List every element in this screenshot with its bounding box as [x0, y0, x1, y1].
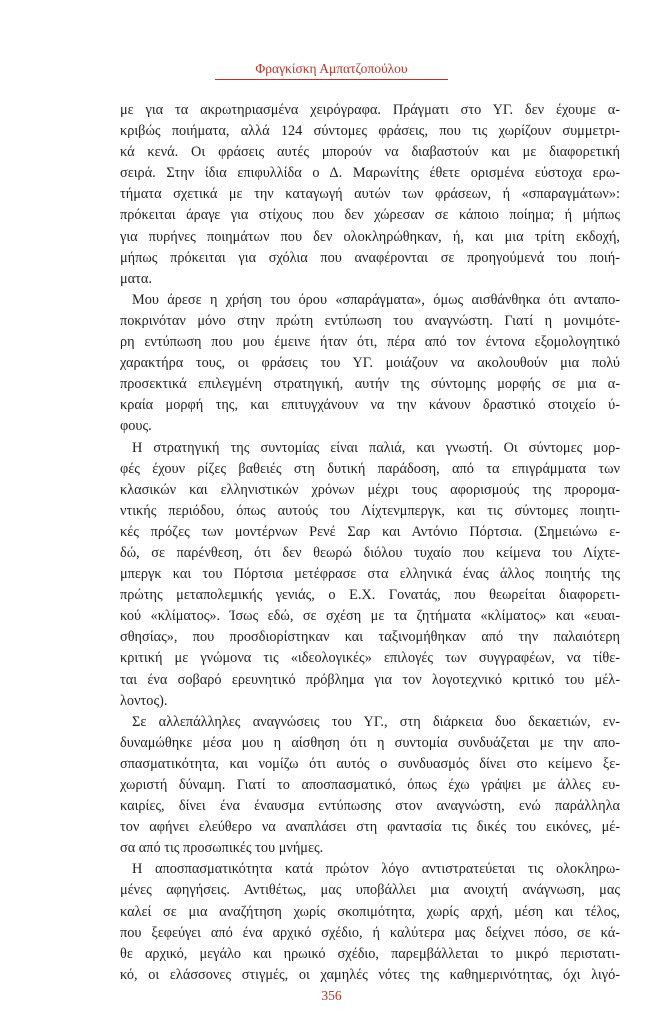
- text-line: τον αφήνει ελεύθερο να αναπλάσει στη φαντασία τις δικές του εικόνες, μέ-: [120, 819, 620, 836]
- text-line: χαρακτήρα τους, οι φράσεις του ΥΓ. μοιάζουν να ακολουθούν μια πολύ: [120, 355, 620, 372]
- header-author-name: Φραγκίσκη Αμπατζοπούλου: [215, 61, 447, 80]
- text-line: ται ένα σοβαρό ερευνητικό πρόβλημα για τον λογοτεχνικό κριτικό του μέλ-: [120, 671, 620, 688]
- text-line: φους.: [120, 418, 152, 435]
- text-line: σειρά. Στην ίδια επιφυλλίδα ο Δ. Μαρωνίτης έθετε ορισμένα εύστοχα ερω-: [120, 165, 620, 182]
- text-line: Η στρατηγική της συντομίας είναι παλιά, και γνωστή. Οι σύντομες μορ-: [132, 439, 620, 456]
- text-line: πρώτης μεταπολεμικής γενιάς, ο Ε.Χ. Γονατάς, που θεωρείται διαφορετι-: [120, 587, 620, 604]
- text-line: δυναμώθηκε μέσα μου η αίσθηση ότι η συντομία συνδυάζεται με την απο-: [120, 734, 620, 751]
- text-line: κριβώς ποιήματα, αλλά 124 σύντομες φράσεις, που τις χωρίζουν συμμετρι-: [120, 123, 620, 140]
- text-line: σα από τις προσωπικές του μνήμες.: [120, 840, 324, 857]
- paragraph: [120, 859, 620, 986]
- text-line: θε αρχικό, μεγάλο και ηρωικό σχέδιο, παρεμβάλλεται το μικρό περιστατι-: [120, 945, 620, 962]
- text-line: Η αποσπασματικότητα κατά πρώτον λόγο αντιστρατεύεται τις ολοκληρω-: [132, 861, 620, 878]
- text-line: κού «κλίματος». Ίσως εδώ, σε σχέση με τα ζητήματα «κλίματος» και «ευαι-: [120, 608, 620, 625]
- paragraph: [120, 290, 620, 438]
- text-line: κές πρόζες των μοντέρνων Ρενέ Σαρ και Αντόνιο Πόρτσια. (Σημειώνω ε-: [120, 523, 620, 540]
- text-line: ματα.: [120, 270, 152, 287]
- text-line: μήπως πρόκειται για σχόλια που αναφέρονται σε προηγούμενά του ποιή-: [120, 249, 620, 266]
- text-line: κραία μορφή της, και επιτυγχάνουν να την κάνουν δραστικό στοιχείο ύ-: [120, 397, 620, 414]
- text-line: κλασικών και ελληνιστικών χρόνων μέχρι τους αφορισμούς της προρομα-: [120, 481, 620, 498]
- text-line: με για τα ακρωτηριασμένα χειρόγραφα. Πράγματι στο ΥΓ. δεν έχουμε α-: [120, 102, 620, 118]
- text-line: κά κενά. Οι φράσεις αυτές μπορούν να διαβαστούν και με διαφορετική: [120, 144, 620, 161]
- body-text: [120, 100, 620, 986]
- text-line: πρόκειται άραγε για στίχους που δεν χώρεσαν σε κάποιο ποίημα; ή μήπως: [120, 207, 620, 224]
- text-line: λοντος).: [120, 692, 168, 709]
- text-line: σθησίας», που προσδιορίστηκαν και ταξινομήθηκαν από την παλαιότερη: [120, 629, 620, 646]
- page-number: 356: [321, 988, 342, 1003]
- text-line: καιρίες, δίνει ένα έναυσμα εντύπωσης στον αναγνώστη, ενώ παράλληλα: [120, 798, 620, 815]
- text-line: σπασματικότητα, και νομίζω ότι αυτός ο συνδυασμός δίνει στο κείμενο ξε-: [120, 755, 620, 772]
- paragraph: [120, 438, 620, 712]
- text-line: χωριστή δύναμη. Γιατί το αποσπασματικό, όπως έχω γράψει με άλλες ευ-: [120, 777, 620, 793]
- text-line: Σε αλλεπάλληλες αναγνώσεις του ΥΓ., στη διάρκεια δυο δεκαετιών, εν-: [132, 713, 620, 730]
- text-line: μπεργκ και του Πόρτσια μετέφρασε στα ελληνικά ένας άλλος ποιητής της: [120, 566, 620, 583]
- text-line: κριτική με γνώμονα τις «ιδεολογικές» επιλογές των συγγραφέων, να τίθε-: [120, 650, 620, 667]
- text-line: που ξεφεύγει από ένα αρχικό σχέδιο, ή καλύτερα μας δείχνει πόσο, σε κά-: [120, 924, 620, 941]
- running-header: [0, 60, 663, 80]
- text-line: τήματα σχετικά με την καταγωγή αυτών των φράσεων, ή «σπαραγμάτων»:: [120, 186, 620, 203]
- text-line: για πυρήνες ποιημάτων που δεν ολοκληρώθηκαν, ή, και μια τρίτη εκδοχή,: [120, 228, 620, 245]
- text-line: μένες αφηγήσεις. Αντιθέτως, μας υποβάλλει μια ανοιχτή ανάγνωση, μας: [120, 882, 620, 899]
- paragraph: [120, 100, 620, 290]
- paragraph: [120, 712, 620, 860]
- text-line: φές έχουν ρίζες βαθειές στη δυτική παράδοση, από τα επιγράμματα των: [120, 460, 620, 477]
- text-line: καλεί σε μια αναζήτηση χωρίς σκοπιμότητα, χωρίς αρχή, μέση και τέλος,: [120, 903, 620, 920]
- text-line: ντικής περιόδου, όπως αυτούς του Λίχτενμπεργκ, και τις σύντομες ποιητι-: [120, 502, 620, 519]
- text-line: ρη εντύπωση που μου έμεινε ήταν ότι, πέρα από τον έντονα εξομολογητικό: [120, 334, 620, 351]
- text-line: δώ, σε παρένθεση, ότι δεν θεωρώ διόλου τυχαίο που κείμενα του Λίχτε-: [120, 544, 620, 561]
- text-line: ποκρινόταν μόνο στην πρώτη εντύπωση του αναγνώστη. Γιατί η μονιμότε-: [120, 312, 620, 329]
- text-line: προσεκτικά επιλεγμένη στρατηγική, αυτήν της σύντομης μορφής σε μια α-: [120, 376, 620, 393]
- text-line: Μου άρεσε η χρήση του όρου «σπαράγματα», όμως αισθάνθηκα ότι ανταπο-: [132, 291, 620, 308]
- text-line: κό, οι ελάσσονες στιγμές, οι χαμηλές νότες της καθημερινότητας, όχι λιγό-: [120, 966, 620, 983]
